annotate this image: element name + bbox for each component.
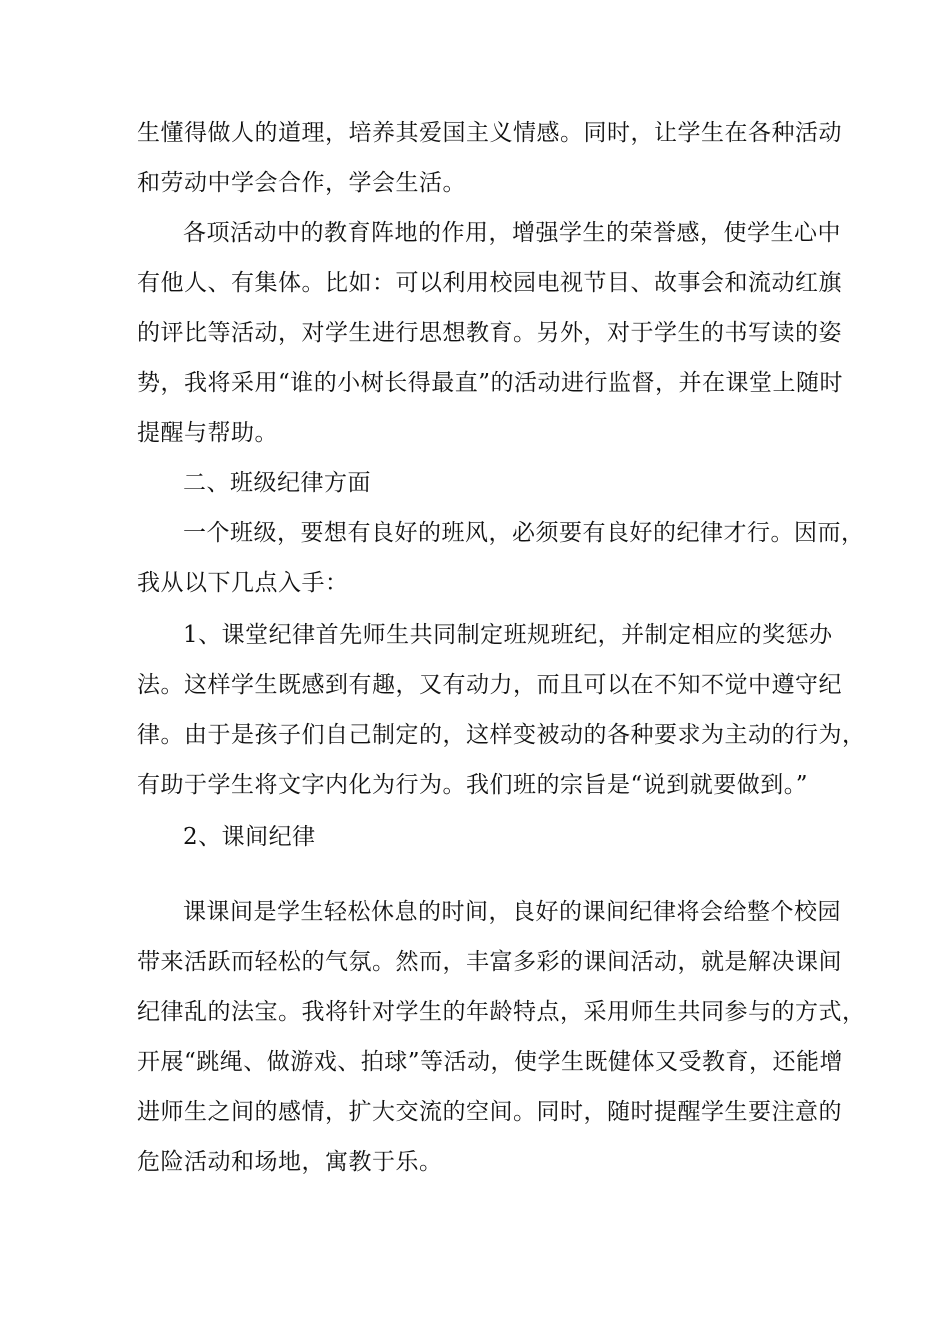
section-heading: 二、班级纪律方面 bbox=[183, 470, 371, 496]
paragraph-line: 各项活动中的教育阵地的作用，增强学生的荣誉感，使学生心中 bbox=[183, 220, 841, 246]
paragraph-line: 一个班级，要想有良好的班风，必须要有良好的纪律才行。因而， bbox=[183, 520, 865, 546]
paragraph-line: 有他人、有集体。比如：可以利用校园电视节目、故事会和流动红旗 bbox=[137, 270, 842, 296]
paragraph-line: 提醒与帮助。 bbox=[137, 420, 278, 446]
paragraph-line: 法。这样学生既感到有趣，又有动力，而且可以在不知不觉中遵守纪 bbox=[137, 672, 842, 698]
paragraph-line: 开展“跳绳、做游戏、拍球”等活动，使学生既健体又受教育，还能增 bbox=[137, 1049, 844, 1075]
paragraph-line: 1、课堂纪律首先师生共同制定班规班纪，并制定相应的奖惩办 bbox=[183, 622, 833, 648]
paragraph-line: 的评比等活动，对学生进行思想教育。另外，对于学生的书写读的姿 bbox=[137, 320, 842, 346]
paragraph-line: 和劳动中学会合作，学会生活。 bbox=[137, 170, 466, 196]
paragraph-line: 进师生之间的感情，扩大交流的空间。同时，随时提醒学生要注意的 bbox=[137, 1099, 842, 1125]
subsection-heading: 2、课间纪律 bbox=[183, 824, 316, 850]
paragraph-line: 律。由于是孩子们自己制定的，这样变被动的各种要求为主动的行为， bbox=[137, 722, 866, 748]
paragraph-line: 生懂得做人的道理，培养其爱国主义情感。同时，让学生在各种活动 bbox=[137, 120, 842, 146]
paragraph-line: 带来活跃而轻松的气氛。然而，丰富多彩的课间活动，就是解决课间 bbox=[137, 949, 842, 975]
paragraph-line: 危险活动和场地，寓教于乐。 bbox=[137, 1149, 443, 1175]
paragraph-line: 我从以下几点入手： bbox=[137, 570, 349, 596]
paragraph-line: 有助于学生将文字内化为行为。我们班的宗旨是“说到就要做到。” bbox=[137, 772, 809, 798]
paragraph-line: 课课间是学生轻松休息的时间，良好的课间纪律将会给整个校园 bbox=[183, 899, 841, 925]
paragraph-line: 纪律乱的法宝。我将针对学生的年龄特点，采用师生共同参与的方式， bbox=[137, 999, 866, 1025]
paragraph-line: 势，我将采用“谁的小树长得最直”的活动进行监督，并在课堂上随时 bbox=[137, 370, 844, 396]
